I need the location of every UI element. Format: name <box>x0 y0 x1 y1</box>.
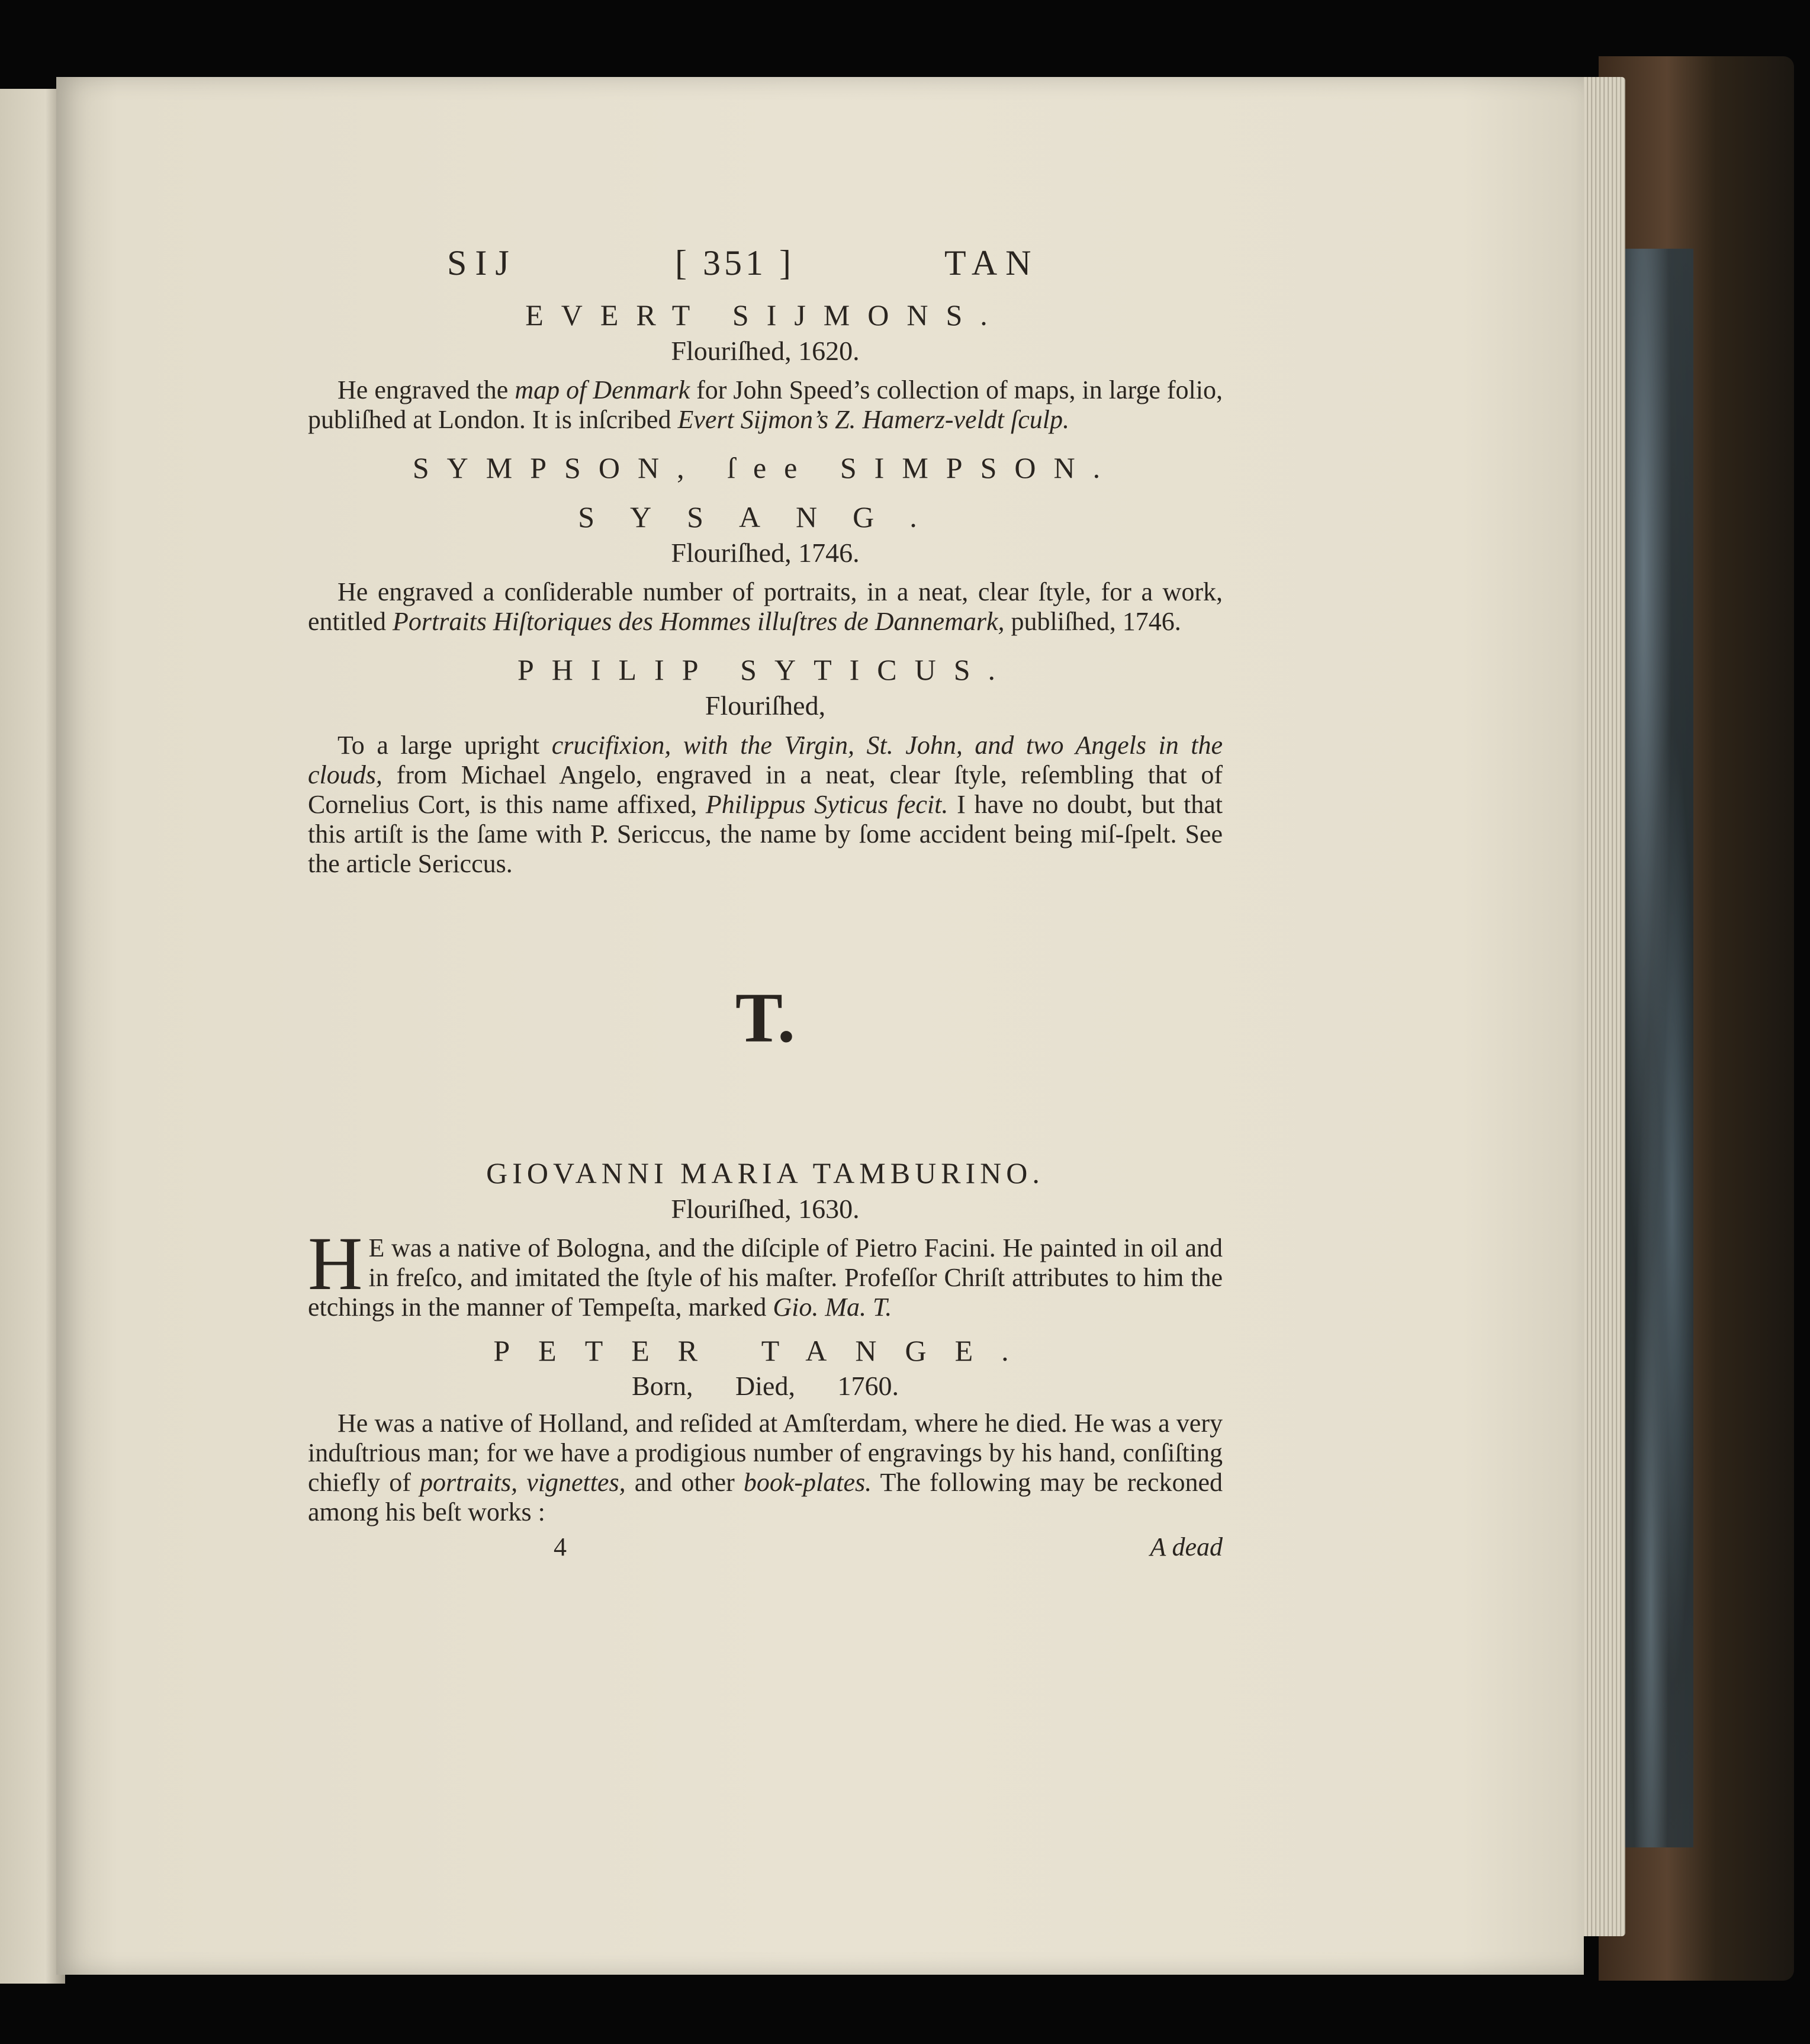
entry-heading-sysang: SYSANG. <box>578 500 953 534</box>
catchword: A dead <box>1150 1532 1223 1561</box>
text-run: He engraved a conſiderable number of portraits, in a neat, clear ſtyle, for a work, entitled <box>308 577 1223 637</box>
entry-heading-tamburino: GIOVANNI MARIA TAMBURINO. <box>486 1156 1044 1190</box>
entry-text-sysang <box>308 577 1223 637</box>
page-text <box>308 243 1223 1567</box>
text-run: and other <box>625 1467 744 1497</box>
text-run: He engraved the <box>337 375 515 405</box>
italic-run: Philippus Syticus fecit. <box>705 789 949 819</box>
left-page-edge <box>0 89 65 1984</box>
text-run: publiſhed, 1746. <box>1004 607 1181 637</box>
page-footer <box>308 1532 1223 1567</box>
drop-cap: H <box>308 1221 363 1306</box>
italic-run: map of Denmark <box>515 375 690 405</box>
text-run: To a large upright <box>337 730 552 760</box>
entry-date-sysang: Flouriſhed, 1746. <box>671 538 860 568</box>
signature-mark: 4 <box>554 1532 567 1561</box>
running-head-right: TAN <box>944 243 1040 282</box>
entry-text-sijmons <box>308 375 1223 435</box>
italic-run: book-plates. <box>743 1467 872 1497</box>
entry-heading-sympson: SYMPSON, ſee SIMPSON. <box>412 451 1118 485</box>
page-number: [ 351 ] <box>675 243 795 282</box>
entry-date-tamburino: Flouriſhed, 1630. <box>671 1193 860 1224</box>
italic-run: crucifixion, with the Virgin, St. John, and two Angels in the clouds, <box>308 730 1223 789</box>
marbled-cover <box>1622 249 1693 1847</box>
running-head-left: SIJ <box>447 243 517 282</box>
entry-text-syticus <box>308 731 1223 879</box>
entry-text-tamburino <box>308 1221 1223 1322</box>
text-run: for John Speed’s collection of maps, in large folio, publiſhed at London. It is inſcribed <box>308 375 1223 435</box>
entry-heading-syticus: PHILIP SYTICUS. <box>517 653 1014 687</box>
died-label: Died, 1760. <box>735 1370 899 1401</box>
text-run: I have no doubt, but that this artiſt is the ſame with P. Sericcus, the name by ſome accident being miſ-ſpelt. See the article Sericcus. <box>308 789 1223 878</box>
text-run: He was a native of Holland, and reſided at Amſterdam, where he died. He was a very induſtrious man; for we have a prodigious number of engravings by his hand, conſiſting chiefly of <box>308 1408 1223 1497</box>
text-run: from Michael Angelo, engraved in a neat, clear ſtyle, reſembling that of Cornelius Cort, is this name affixed, <box>308 760 1223 819</box>
italic-run: Gio. Ma. T. <box>773 1292 892 1322</box>
italic-run: Evert Sijmon’s Z. Hamerz-veldt ſculp. <box>677 405 1069 435</box>
italic-run: Portraits Hiſtoriques des Hommes illuſtres de Dannemark, <box>392 607 1005 637</box>
running-head <box>308 243 1223 296</box>
entry-date-syticus: Flouriſhed, <box>705 690 826 721</box>
section-letter: T. <box>735 978 796 1057</box>
entry-heading-tange: PETER TANGE. <box>493 1333 1037 1367</box>
text-run: E was a native of Bologna, and the diſciple of Pietro Facini. He painted in oil and in freſco, and imitated the ſtyle of his maſter. Profeſſor Chriſt attributes to him the etchings in the manner of Tempeſta, marked <box>308 1233 1223 1322</box>
entry-date-sijmons: Flouriſhed, 1620. <box>671 336 860 366</box>
born-label: Born, <box>632 1370 693 1401</box>
entry-dates-tange <box>308 1370 1223 1402</box>
text-run: The following may be reckoned among his beſt works : <box>308 1467 1223 1526</box>
italic-run: portraits, vignettes, <box>420 1467 626 1497</box>
entry-text-tange <box>308 1409 1223 1527</box>
entry-heading-sijmons: EVERT SIJMONS. <box>525 298 1005 332</box>
